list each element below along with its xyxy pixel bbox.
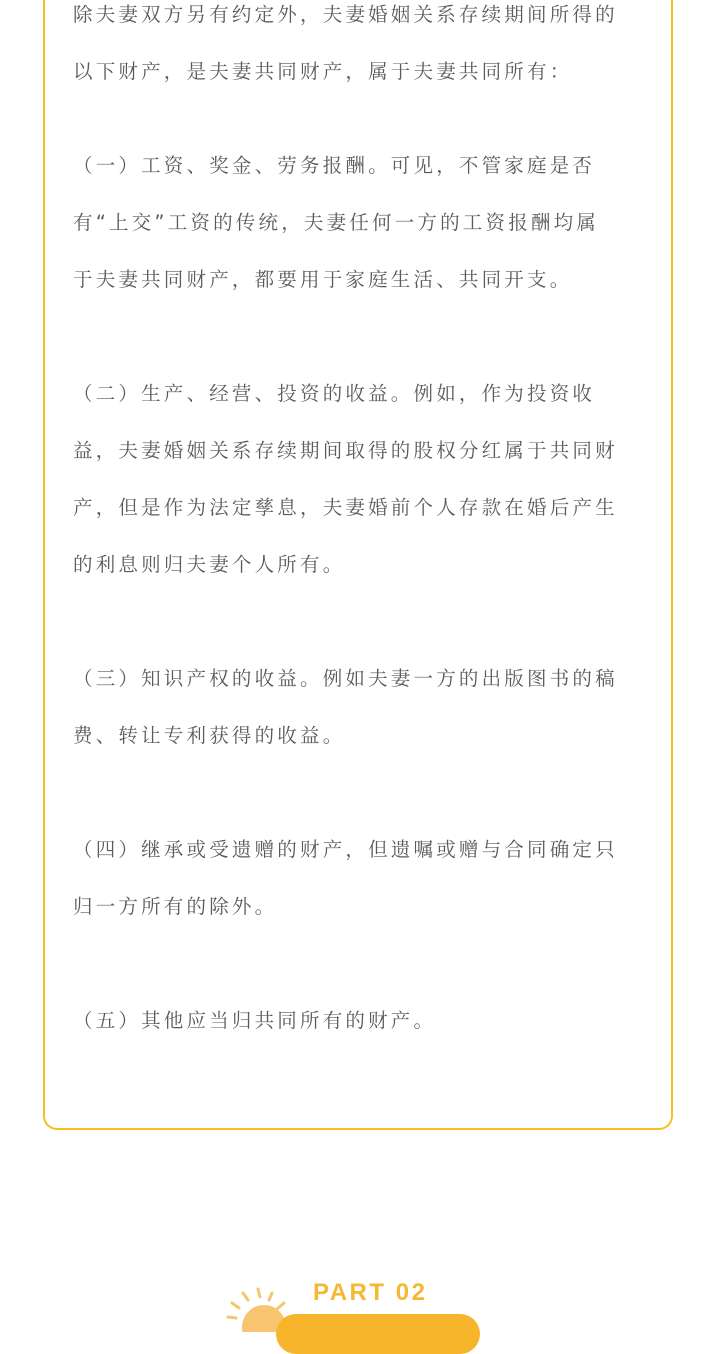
paragraph-item-2 bbox=[73, 365, 633, 593]
paragraph-line: 归一方所有的除外。 bbox=[73, 895, 278, 918]
section-part-label: PART 02 bbox=[313, 1279, 428, 1306]
paragraph-item-4 bbox=[73, 821, 633, 935]
paragraph-line: （四）继承或受遗赠的财产，但遗嘱或赠与合同确定只 bbox=[73, 838, 618, 861]
paragraph-line: 除夫妻双方另有约定外，夫妻婚姻关系存续期间所得的 bbox=[73, 3, 618, 26]
paragraph-intro bbox=[73, 0, 633, 100]
paragraph-line: 益，夫妻婚姻关系存续期间取得的股权分红属于共同财 bbox=[73, 439, 618, 462]
paragraph-line: （三）知识产权的收益。例如夫妻一方的出版图书的稿 bbox=[73, 667, 618, 690]
paragraph-line: （一）工资、奖金、劳务报酬。可见，不管家庭是否 bbox=[73, 154, 596, 177]
paragraph-line: 产，但是作为法定孳息，夫妻婚前个人存款在婚后产生 bbox=[73, 496, 618, 519]
paragraph-item-5 bbox=[73, 992, 633, 1049]
paragraph-line: 以下财产，是夫妻共同财产，属于夫妻共同所有： bbox=[73, 60, 573, 83]
paragraph-item-1 bbox=[73, 137, 633, 308]
paragraph-line: （五）其他应当归共同所有的财产。 bbox=[73, 1009, 437, 1032]
paragraph-line: 的利息则归夫妻个人所有。 bbox=[73, 553, 346, 576]
paragraph-line: 费、转让专利获得的收益。 bbox=[73, 724, 346, 747]
paragraph-item-3 bbox=[73, 650, 633, 764]
section-title-banner bbox=[276, 1314, 480, 1354]
paragraph-line: 于夫妻共同财产，都要用于家庭生活、共同开支。 bbox=[73, 268, 573, 291]
paragraph-line: （二）生产、经营、投资的收益。例如，作为投资收 bbox=[73, 382, 596, 405]
paragraph-line: 有“上交”工资的传统，夫妻任何一方的工资报酬均属 bbox=[73, 211, 600, 234]
